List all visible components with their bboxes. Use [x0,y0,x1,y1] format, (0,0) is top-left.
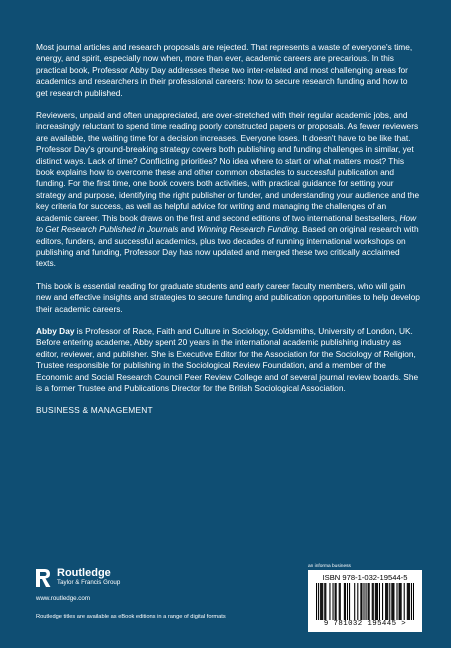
back-cover-text [36,42,420,417]
blurb-paragraph-3: This book is essential reading for graduate students and early career faculty members, who will gain new and effective insights and strategies to secure funding and publication opportunities to help develop their academic careers. [36,280,420,314]
barcode-bar [401,583,402,620]
author-bio-text: is Professor of Race, Faith and Culture in Sociology, Goldsmiths, University of London, UK. Before entering academe, Abby spent 20 years in the international academic publishing industry as editor, reviewer, and publisher. She is Executive Editor for the Association for the Sociology of Religion, Trustee responsible for publishing in the Sociological Review Foundation, and a member of the Economic and Social Research Council Peer Review College and of several journal review boards. She is a former Trustee and Publications Director for the British Sociological Association. [36,325,419,393]
barcode-bar [391,583,392,620]
barcode-box [308,570,422,632]
barcode-bar [396,583,397,620]
author-name: Abby Day [36,325,75,336]
barcode-bar [339,583,340,620]
book-title-2: Winning Research Funding [196,224,298,235]
barcode-bar [329,583,330,620]
barcode-bar [379,583,380,620]
barcode-bar [335,583,336,620]
barcode-bar [347,583,348,620]
barcode-bar [373,583,374,620]
barcode-bar [354,583,355,620]
barcode-bar [361,583,362,620]
barcode-bar [349,583,350,620]
author-bio [36,326,420,394]
publisher-website[interactable]: www.routledge.com [36,595,90,602]
barcode-bar [413,583,414,620]
barcode-bar [333,583,334,620]
informa-label: an informa business [308,564,351,569]
barcode-bar [345,583,346,620]
barcode-bar [389,583,390,620]
barcode-bar [369,583,370,620]
barcode-bar [386,583,387,620]
barcode-bar [400,583,401,620]
barcode-bar [368,583,369,620]
book-title-1: How to Get Research Published in Journals [36,212,417,235]
barcode-bar [325,583,326,620]
barcode-bar [372,583,373,620]
publisher-logo [36,568,226,588]
publisher-group: Taylor & Francis Group [57,579,121,586]
barcode-bars [316,583,414,620]
blurb-text: Reviewers, unpaid and often unappreciated, are over-stretched with their regular academic jobs, and increasingly reluctant to spend time reading poorly constructed papers or proposals. As fewer reviewers are available, the waiting time for a decision increases. Everyone loses. It doesn't have to be like that. Professor Day's ground-breaking strategy covers both publishing and funding challenges in similar, yet distinct ways. Lack of time? Conflicting priorities? No idea where to start or what matters most? This book explains how to overcome these and other common obstacles to successful publication and funding. For the first time, one book covers both activities, with practical guidance for setting your strategy and purpose, identifying the right publisher or funder, and understanding your audience and the key criteria for success, as well as helpful advice for writing and managing the challenges of an academic career. This book draws on the first and second editions of two international bestsellers, [36,110,420,223]
blurb-paragraph-1: Most journal articles and research proposals are rejected. That represents a waste of everyone's time, energy, and spirit, especially now when, more than ever, academic careers are precarious. In this practical book, Professor Abby Day addresses these two inter-related and most challenging areas for academics and researchers in their professional careers: how to secure research funding and how to get research published. [36,42,413,98]
barcode-bar [318,583,319,620]
barcode-bar [409,583,410,620]
barcode-bar [407,583,408,620]
barcode-bar [366,583,367,620]
barcode-bar [387,583,388,620]
barcode-bar [360,583,361,620]
ebook-note: Routledge titles are available as eBook editions in a range of digital formats [36,614,226,620]
barcode-bar [376,583,377,620]
publisher-footer [36,568,226,620]
barcode-bar [322,583,323,620]
barcode-bar [404,583,405,620]
barcode-bar [377,583,378,620]
barcode-bar [344,583,345,620]
publisher-name: Routledge [57,567,111,579]
barcode-bar [316,583,317,620]
subject-category: BUSINESS & MANAGEMENT [36,405,153,416]
barcode-bar [340,583,341,620]
barcode-bar [321,583,322,620]
barcode-bar [411,583,412,620]
barcode-bar [336,583,337,620]
barcode-bar [357,583,358,620]
barcode-digits: 9 781032 195445 > [323,620,407,628]
blurb-text: . Based on original research with editors, funders, and successful academics, plus two decades of running international workshops on publishing and funding, Professor Day has now updated and merged these two critically acclaimed texts. [36,224,419,269]
barcode-bar [385,583,386,620]
barcode-bar [375,583,376,620]
blurb-paragraph-2 [36,110,420,270]
blurb-text: and [178,224,197,235]
barcode-block [308,564,422,632]
barcode-bar [408,583,409,620]
barcode-bar [399,583,400,620]
barcode-bar [324,583,325,620]
barcode-bar [382,583,383,620]
barcode-bar [320,583,321,620]
routledge-r-icon [36,569,51,587]
barcode-bar [392,583,393,620]
barcode-bar [393,583,394,620]
barcode-bar [363,583,364,620]
isbn-label: ISBN 978-1-032-19544-5 [322,573,408,582]
